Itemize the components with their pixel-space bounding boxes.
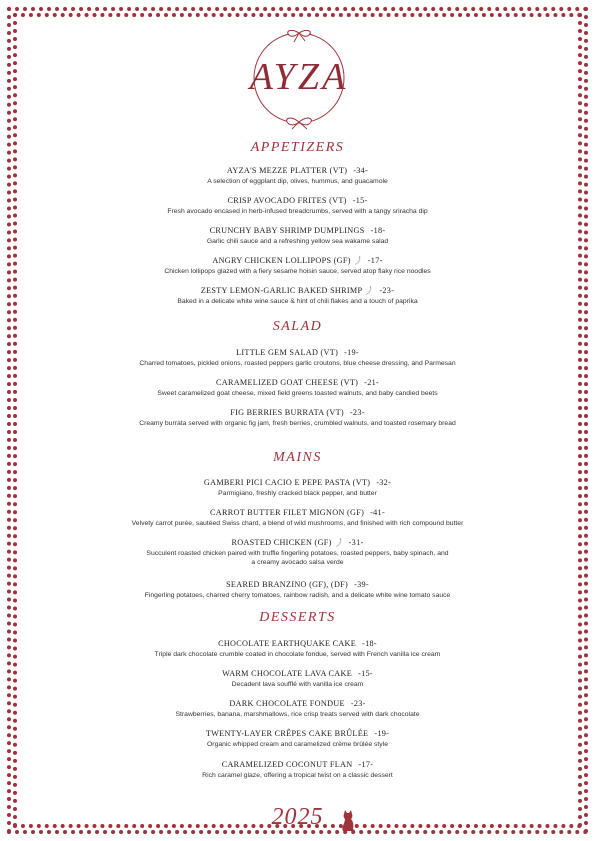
menu-item-name: AYZA'S MEZZE PLATTER (VT) [226, 166, 348, 175]
menu-item-description: Charred tomatoes, pickled onions, roasted peppers garlic croutons, blue cheese dressing, and Parmesan [139, 360, 456, 367]
menu-item-title [0, 226, 595, 236]
menu-item-price: -18- [370, 226, 386, 235]
menu-item-price: -41- [370, 508, 385, 517]
menu-item [0, 408, 595, 428]
menu-item-price: -18- [362, 639, 377, 648]
section-title-desserts: DESSERTS [259, 610, 336, 625]
chili-pepper-icon [354, 256, 362, 266]
menu-item-name: CHOCOLATE EARTHQUAKE CAKE [218, 639, 357, 648]
section-title-salad: SALAD [272, 319, 323, 334]
menu-item-title [0, 538, 595, 548]
menu-item-description: Baked in a delicate white wine sauce & hint of chili flakes and a touch of paprika [177, 298, 418, 306]
menu-item-description: Velvety carrot purée, sautéed Swiss chard, a blend of wild mushrooms, and finished with rich compound butter [131, 520, 464, 527]
menu-item-title [0, 639, 595, 649]
menu-item [0, 286, 595, 306]
brand-logo [239, 28, 359, 130]
menu-item-description: Decadent lava soufflé with vanilla ice cream [231, 681, 364, 688]
menu-item-description: Parmigiano, freshly cracked black pepper, and butter [218, 490, 377, 497]
cat-icon [341, 810, 355, 832]
menu-item [0, 639, 595, 659]
menu-item-name: SEARED BRANZINO (GF), (DF) [226, 580, 349, 589]
menu-item-description: Sweet caramelized goat cheese, mixed field greens toasted walnuts, and baby candied beets [157, 390, 438, 397]
menu-item [0, 226, 595, 246]
menu-item-description: Rich caramel glaze, offering a tropical twist on a classic dessert [202, 772, 393, 779]
menu-item-title [0, 196, 595, 206]
menu-item-name: TWENTY-LAYER CRÊPES CAKE BRÛLÉE [205, 729, 369, 738]
menu-item-description: Fingerling potatoes, charred cherry tomatoes, rainbow radish, and a delicate white wine tomato sauce [144, 592, 451, 599]
menu-item-price: -23- [350, 699, 366, 708]
menu-item-description: Triple dark chocolate crumble coated in chocolate fondue, served with French vanilla ice cream [154, 651, 441, 658]
menu-item [0, 348, 595, 368]
menu-item [0, 508, 595, 528]
section-title-appetizers: APPETIZERS [250, 140, 345, 155]
menu-item-title [0, 760, 595, 770]
chili-pepper-icon [335, 538, 343, 548]
menu-item-title [0, 256, 595, 266]
brand-name: AYZA [249, 56, 349, 98]
menu-item-name: ANGRY CHICKEN LOLLIPOPS (GF) [212, 256, 351, 265]
menu-item-description: a creamy avocado salsa verde [251, 559, 344, 567]
menu-item-name: CARROT BUTTER FILET MIGNON (GF) [210, 508, 365, 517]
menu-item-name: CARAMELIZED GOAT CHEESE (VT) [215, 378, 359, 387]
menu-item [0, 580, 595, 600]
menu-item-price: -23- [349, 408, 365, 417]
menu-item-price: -31- [348, 538, 364, 547]
menu-item [0, 478, 595, 498]
menu-item-description: Fresh avocado encased in herb-infused breadcrumbs, served with a tangy sriracha dip [167, 208, 428, 215]
menu-item [0, 196, 595, 216]
menu-item-description: Chicken lollipops glazed with a fiery sesame hoisin sauce, served atop flaky rice noodles [164, 268, 431, 276]
menu-item [0, 166, 595, 186]
menu-item-name: CRUNCHY BABY SHRIMP DUMPLINGS [209, 226, 365, 235]
menu-item-price: -23- [379, 286, 395, 295]
menu-item-title [0, 580, 595, 590]
menu-item [0, 538, 595, 567]
menu-item-name: WARM CHOCOLATE LAVA CAKE [222, 669, 353, 678]
menu-item [0, 669, 595, 689]
menu-item-price: -32- [376, 478, 392, 487]
menu-item-price: -15- [358, 669, 373, 678]
menu-item-price: -17- [358, 760, 374, 769]
menu-item-name: DARK CHOCOLATE FONDUE [229, 699, 345, 708]
menu-item [0, 729, 595, 749]
menu-item-name: LITTLE GEM SALAD (VT) [236, 348, 339, 357]
menu-item-price: -19- [344, 348, 359, 357]
menu-item-name: FIG BERRIES BURRATA (VT) [230, 408, 344, 417]
menu-item-description: A selection of eggplant dip, olives, hummus, and guacamole [207, 178, 388, 185]
menu-item-description: Organic whipped cream and caramelized crème brûlée style [207, 741, 388, 748]
menu-item-price: -21- [364, 378, 380, 387]
menu-item-title [0, 699, 595, 709]
footer-year: 2025 [271, 804, 324, 830]
menu-item-title [0, 669, 595, 679]
menu-item-name: CRISP AVOCADO FRITES (VT) [227, 196, 347, 205]
menu-item [0, 760, 595, 780]
menu-item-description: Succulent roasted chicken paired with truffle fingerling potatoes, roasted peppers, baby spinach, and [146, 550, 449, 558]
menu-item-title [0, 729, 595, 739]
menu-item-name: ROASTED CHICKEN (GF) [231, 538, 332, 547]
menu-item-name: ZESTY LEMON-GARLIC BAKED SHRIMP [200, 286, 363, 295]
menu-item-price: -15- [352, 196, 368, 205]
chili-pepper-icon [365, 286, 373, 296]
menu-item [0, 378, 595, 398]
menu-item-price: -17- [367, 256, 383, 265]
menu-item-name: GAMBERI PICI CACIO E PEPE PASTA (VT) [203, 478, 371, 487]
menu-item-title [0, 508, 595, 518]
menu-item-price: -34- [353, 166, 369, 175]
menu-item-title [0, 286, 595, 296]
menu-item-title [0, 378, 595, 388]
menu-item-description: Garlic chili sauce and a refreshing yellow sea wakame salad [206, 238, 389, 245]
menu-item-title [0, 166, 595, 176]
menu-item-price: -19- [374, 729, 390, 738]
menu-item-title [0, 478, 595, 488]
menu-item [0, 256, 595, 276]
menu-item [0, 699, 595, 719]
menu-item-description: Strawberries, banana, marshmallows, rice crisp treats served with dark chocolate [175, 711, 420, 718]
menu-item-price: -39- [354, 580, 369, 589]
menu-item-title [0, 408, 595, 418]
section-title-mains: MAINS [273, 450, 322, 465]
menu-item-title [0, 348, 595, 358]
menu-item-name: CARAMELIZED COCONUT FLAN [221, 760, 353, 769]
menu-item-description: Creamy burrata served with organic fig jam, fresh berries, crumbled walnuts, and toasted rosemary bread [139, 420, 456, 427]
